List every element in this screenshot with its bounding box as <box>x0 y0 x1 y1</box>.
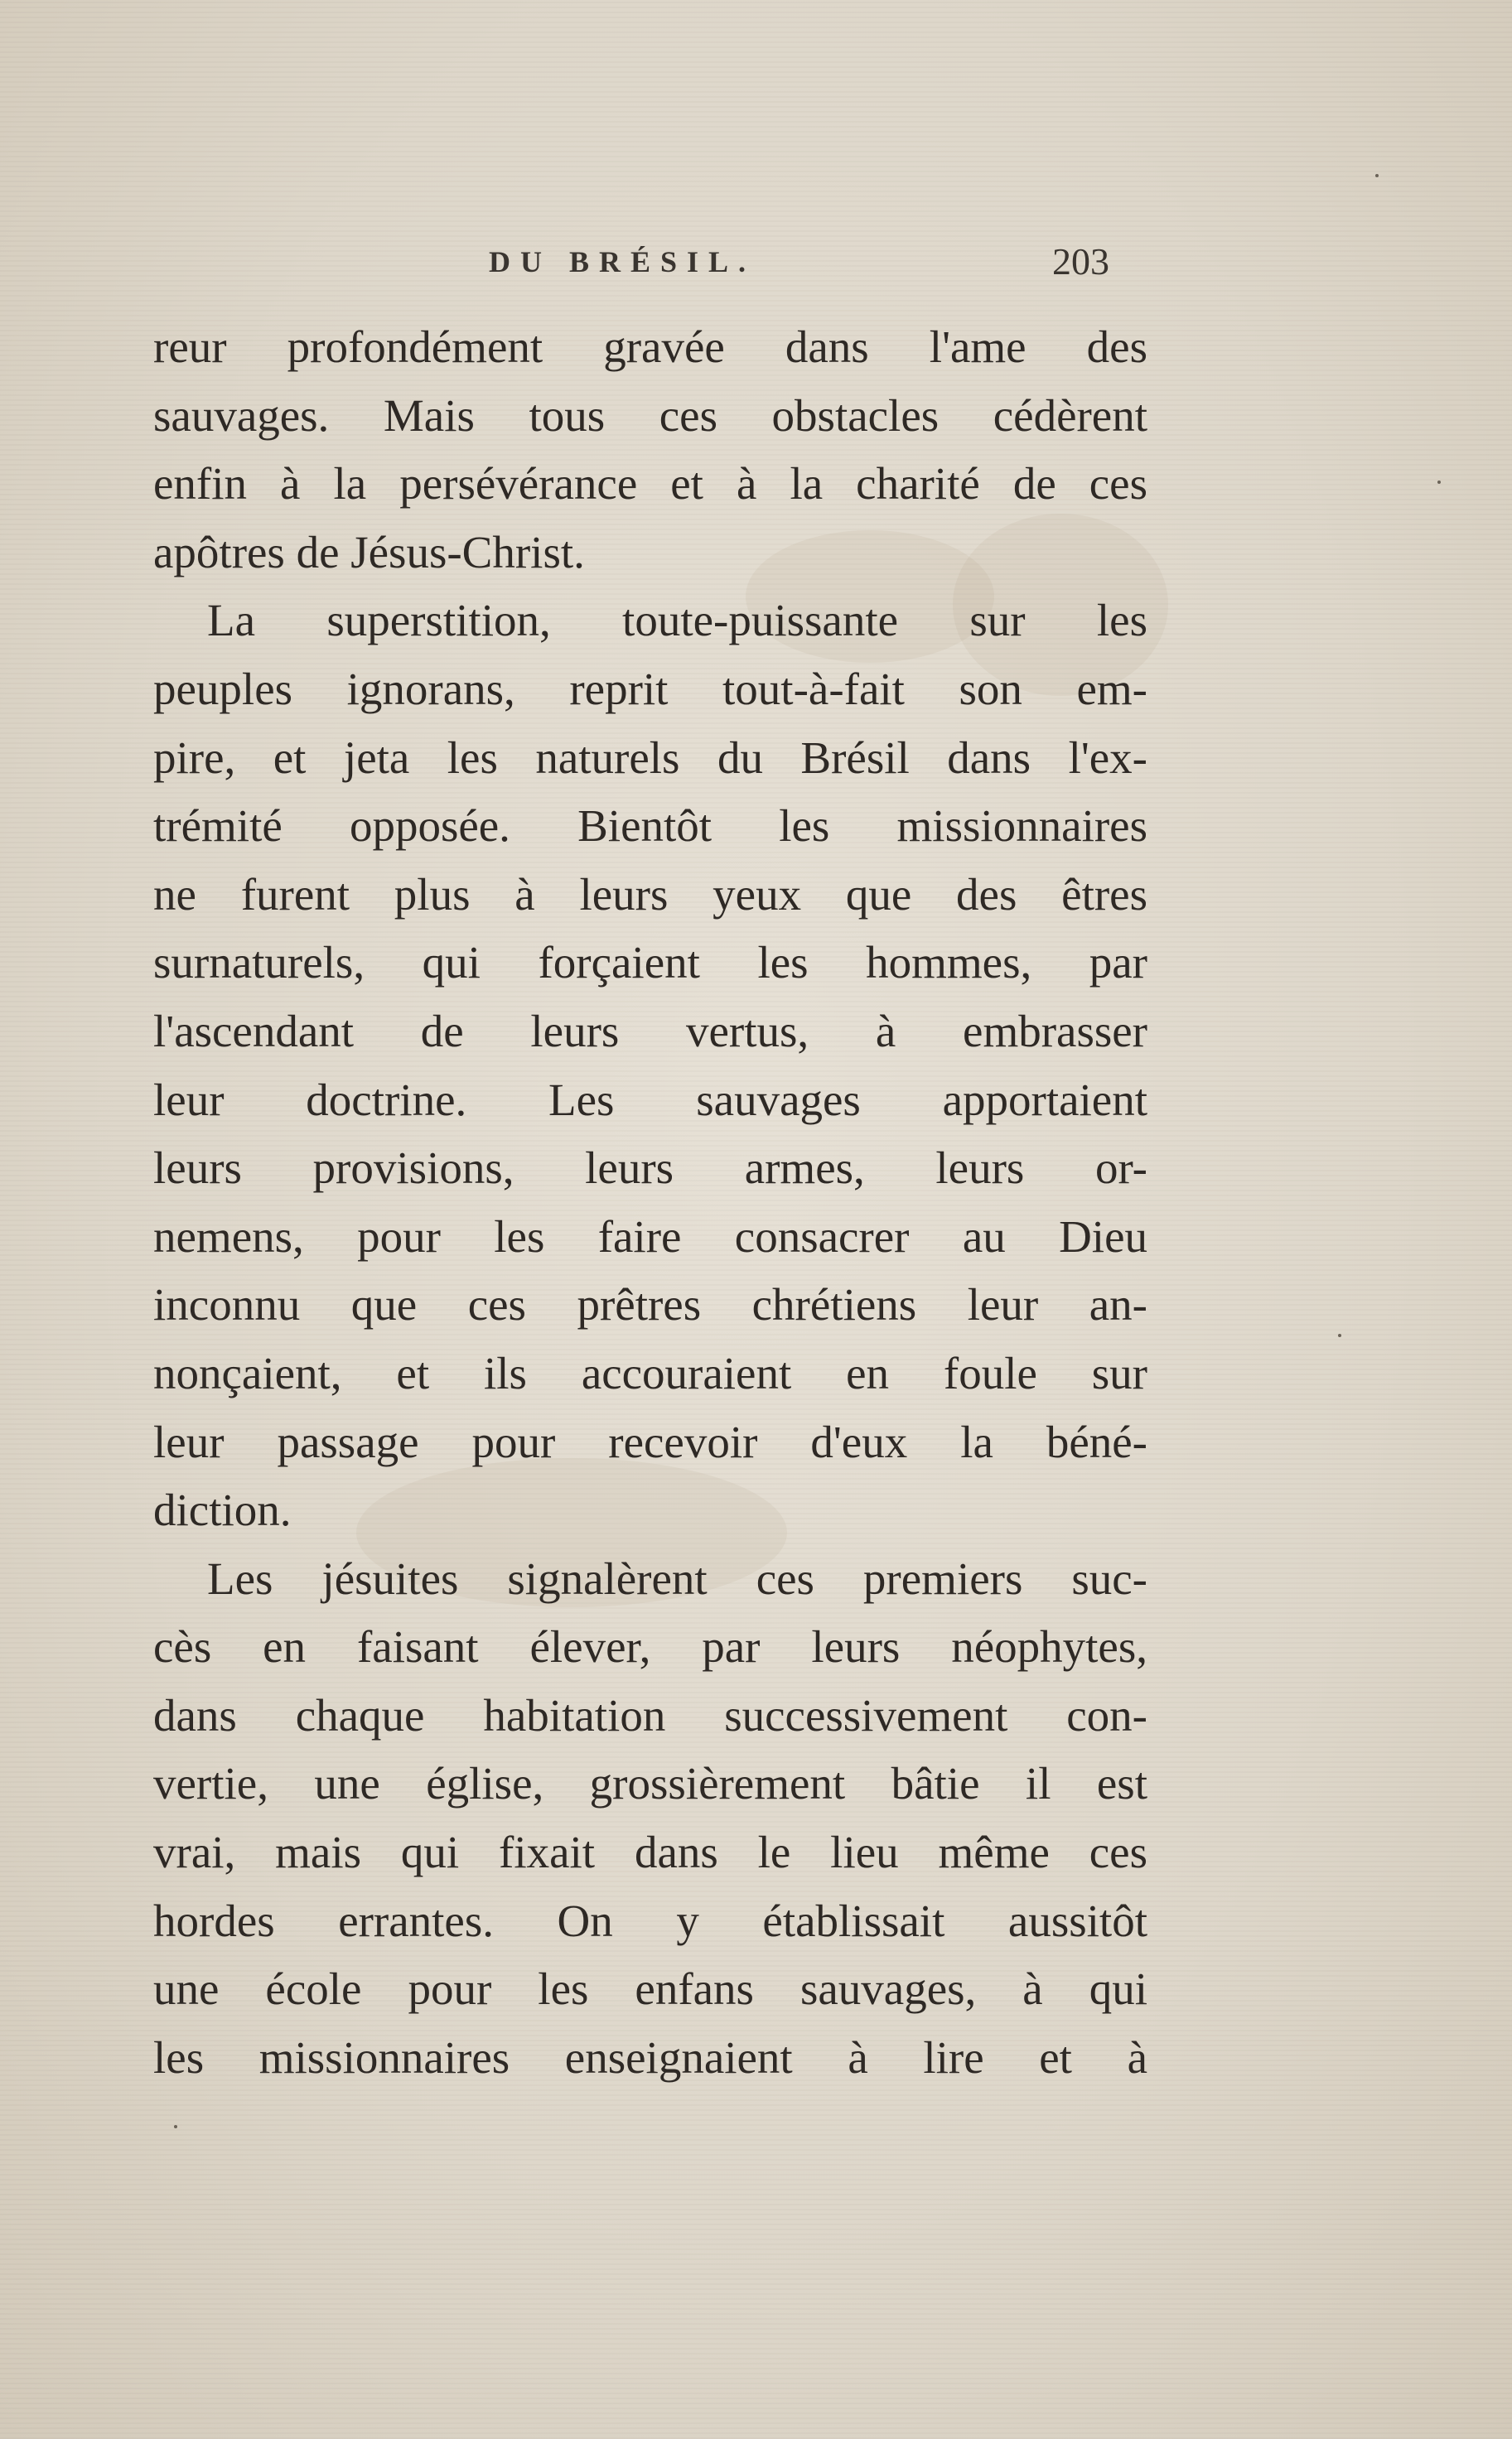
text-line: nemens, pour les faire consacrer au Dieu <box>153 1210 1147 1262</box>
text-line: leurs provisions, leurs armes, leurs or- <box>153 1142 1147 1194</box>
text-line: nonçaient, et ils accouraient en foule sur <box>153 1347 1147 1398</box>
text-line: apôtres de Jésus-Christ. <box>153 526 585 577</box>
paper-speck <box>1375 174 1379 177</box>
text-line: Les jésuites signalèrent ces premiers suc- <box>207 1553 1147 1604</box>
text-line: La superstition, toute-puissante sur les <box>207 595 1147 646</box>
paper-speck <box>174 2125 177 2128</box>
text-line: trémité opposée. Bientôt les missionnaires <box>153 800 1147 852</box>
page-number: 203 <box>1052 240 1109 283</box>
text-line: enfin à la persévérance et à la charité de ces <box>153 458 1147 510</box>
text-line: leur passage pour recevoir d'eux la béné- <box>153 1416 1147 1467</box>
text-line: inconnu que ces prêtres chrétiens leur an- <box>153 1279 1147 1331</box>
text-line: l'ascendant de leurs vertus, à embrasser <box>153 1005 1147 1056</box>
text-line: peuples ignorans, reprit tout-à-fait son em- <box>153 663 1147 714</box>
text-line: leur doctrine. Les sauvages apportaient <box>153 1074 1147 1125</box>
page-header <box>0 240 1512 294</box>
text-line: cès en faisant élever, par leurs néophytes, <box>153 1621 1147 1673</box>
text-line: une école pour les enfans sauvages, à qui <box>153 1963 1147 2015</box>
paper-speck <box>1437 481 1441 484</box>
text-line: vertie, une église, grossièrement bâtie il est <box>153 1758 1147 1809</box>
text-line: pire, et jeta les naturels du Brésil dans l'ex- <box>153 732 1147 783</box>
text-line: reur profondément gravée dans l'ame des <box>153 321 1147 372</box>
text-line: les missionnaires enseignaient à lire et à <box>153 2031 1147 2083</box>
text-line: ne furent plus à leurs yeux que des êtres <box>153 868 1147 920</box>
text-line: sauvages. Mais tous ces obstacles cédèrent <box>153 389 1147 441</box>
body-text <box>153 313 1147 2092</box>
text-line: diction. <box>153 1485 292 1536</box>
running-head: DU BRÉSIL. <box>489 245 756 278</box>
text-line: dans chaque habitation successivement con- <box>153 1689 1147 1741</box>
text-line: hordes errantes. On y établissait aussitôt <box>153 1895 1147 1946</box>
paper-speck <box>1338 1334 1341 1337</box>
text-line: surnaturels, qui forçaient les hommes, par <box>153 937 1147 988</box>
text-line: vrai, mais qui fixait dans le lieu même ces <box>153 1827 1147 1878</box>
